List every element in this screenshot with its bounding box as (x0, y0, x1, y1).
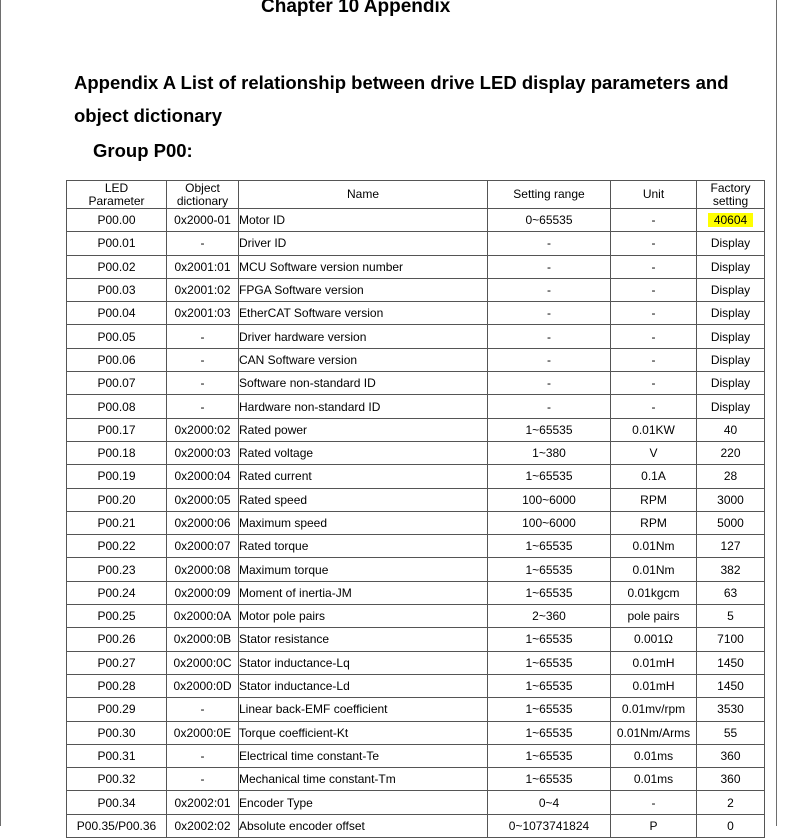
cell-unit: - (611, 372, 697, 395)
cell-factory-setting: 127 (697, 535, 765, 558)
cell-name: Absolute encoder offset (239, 814, 488, 837)
cell-factory-setting: Display (697, 232, 765, 255)
cell-unit: - (611, 232, 697, 255)
cell-setting-range: 0~65535 (488, 209, 611, 232)
cell-name: Linear back-EMF coefficient (239, 698, 488, 721)
table-row (67, 488, 765, 511)
cell-factory-setting: 63 (697, 581, 765, 604)
table-row (67, 395, 765, 418)
table-row (67, 232, 765, 255)
table-row (67, 325, 765, 348)
cell-setting-range: - (488, 395, 611, 418)
cell-factory-setting: 7100 (697, 628, 765, 651)
header-factory-setting: Factory setting (697, 181, 765, 209)
table-row (67, 628, 765, 651)
cell-unit: 0.01kgcm (611, 581, 697, 604)
cell-name: Hardware non-standard ID (239, 395, 488, 418)
cell-object-dictionary: - (167, 325, 239, 348)
table-row (67, 768, 765, 791)
cell-led-parameter: P00.07 (67, 372, 167, 395)
cell-factory-setting: 55 (697, 721, 765, 744)
cell-led-parameter: P00.06 (67, 348, 167, 371)
cell-unit: 0.1A (611, 465, 697, 488)
cell-factory-setting: 360 (697, 744, 765, 767)
cell-led-parameter: P00.32 (67, 768, 167, 791)
header-object-dictionary: Object dictionary (167, 181, 239, 209)
cell-factory-setting: Display (697, 302, 765, 325)
cell-name: Rated current (239, 465, 488, 488)
table-row (67, 535, 765, 558)
cell-object-dictionary: - (167, 395, 239, 418)
cell-led-parameter: P00.27 (67, 651, 167, 674)
cell-unit: - (611, 791, 697, 814)
cell-unit: 0.01ms (611, 744, 697, 767)
cell-unit: - (611, 255, 697, 278)
cell-name: Moment of inertia-JM (239, 581, 488, 604)
cell-led-parameter: P00.28 (67, 674, 167, 697)
cell-setting-range: 1~65535 (488, 581, 611, 604)
cell-setting-range: 0~1073741824 (488, 814, 611, 837)
cell-object-dictionary: 0x2000:06 (167, 511, 239, 534)
cell-led-parameter: P00.23 (67, 558, 167, 581)
cell-object-dictionary: 0x2000:04 (167, 465, 239, 488)
cell-name: Motor ID (239, 209, 488, 232)
cell-unit: 0.01mH (611, 674, 697, 697)
cell-object-dictionary: 0x2002:01 (167, 791, 239, 814)
cell-factory-setting: Display (697, 372, 765, 395)
cell-setting-range: 0~4 (488, 791, 611, 814)
cell-name: Maximum torque (239, 558, 488, 581)
cell-unit: - (611, 278, 697, 301)
table-row (67, 744, 765, 767)
cell-object-dictionary: - (167, 232, 239, 255)
cell-name: Rated power (239, 418, 488, 441)
cell-led-parameter: P00.31 (67, 744, 167, 767)
cell-unit: 0.01Nm (611, 535, 697, 558)
cell-setting-range: 1~65535 (488, 628, 611, 651)
cell-setting-range: 1~65535 (488, 651, 611, 674)
cell-unit: 0.01mH (611, 651, 697, 674)
table-row (67, 441, 765, 464)
cell-name: CAN Software version (239, 348, 488, 371)
cell-setting-range: 1~65535 (488, 465, 611, 488)
highlighted-value: 40604 (708, 213, 753, 227)
table-row (67, 511, 765, 534)
cell-factory-setting: 220 (697, 441, 765, 464)
cell-object-dictionary: 0x2001:03 (167, 302, 239, 325)
cell-led-parameter: P00.24 (67, 581, 167, 604)
cell-unit: - (611, 395, 697, 418)
cell-name: Software non-standard ID (239, 372, 488, 395)
cell-object-dictionary: 0x2000:0D (167, 674, 239, 697)
cell-factory-setting: Display (697, 395, 765, 418)
cell-object-dictionary: 0x2000:05 (167, 488, 239, 511)
table-row (67, 302, 765, 325)
cell-unit: - (611, 302, 697, 325)
cell-factory-setting: 3530 (697, 698, 765, 721)
cell-setting-range: 1~65535 (488, 698, 611, 721)
cell-unit: RPM (611, 488, 697, 511)
cell-name: FPGA Software version (239, 278, 488, 301)
cell-unit: V (611, 441, 697, 464)
header-setting-range: Setting range (488, 181, 611, 209)
cell-setting-range: 1~65535 (488, 768, 611, 791)
group-title: Group P00: (93, 140, 193, 161)
cell-unit: 0.01KW (611, 418, 697, 441)
cell-led-parameter: P00.00 (67, 209, 167, 232)
table-row (67, 209, 765, 232)
cell-name: EtherCAT Software version (239, 302, 488, 325)
parameter-table (66, 180, 765, 838)
cell-factory-setting: 5000 (697, 511, 765, 534)
cell-object-dictionary: - (167, 372, 239, 395)
cell-object-dictionary: - (167, 768, 239, 791)
cell-factory-setting: 1450 (697, 651, 765, 674)
appendix-title: Appendix A List of relationship between drive LED display parameters and object dictionary (74, 72, 729, 126)
cell-object-dictionary: 0x2000:0C (167, 651, 239, 674)
cell-setting-range: 100~6000 (488, 511, 611, 534)
cell-led-parameter: P00.17 (67, 418, 167, 441)
cell-led-parameter: P00.20 (67, 488, 167, 511)
cell-setting-range: 1~65535 (488, 744, 611, 767)
cell-object-dictionary: 0x2000:09 (167, 581, 239, 604)
cell-factory-setting: 40 (697, 418, 765, 441)
header-unit: Unit (611, 181, 697, 209)
cell-unit: P (611, 814, 697, 837)
table-row (67, 674, 765, 697)
cell-factory-setting: 28 (697, 465, 765, 488)
table-row (67, 581, 765, 604)
table-row (67, 418, 765, 441)
table-row (67, 791, 765, 814)
cell-factory-setting (697, 209, 765, 232)
cell-factory-setting: Display (697, 325, 765, 348)
cell-name: Stator inductance-Lq (239, 651, 488, 674)
cell-led-parameter: P00.05 (67, 325, 167, 348)
cell-object-dictionary: 0x2000:08 (167, 558, 239, 581)
chapter-title: Chapter 10 Appendix (261, 0, 451, 17)
cell-setting-range: 1~65535 (488, 674, 611, 697)
table-row (67, 558, 765, 581)
cell-name: Rated voltage (239, 441, 488, 464)
cell-name: Driver hardware version (239, 325, 488, 348)
cell-led-parameter: P00.03 (67, 278, 167, 301)
cell-setting-range: - (488, 232, 611, 255)
cell-object-dictionary: 0x2002:02 (167, 814, 239, 837)
cell-name: Stator inductance-Ld (239, 674, 488, 697)
table-body (67, 209, 765, 838)
cell-unit: - (611, 348, 697, 371)
cell-setting-range: 1~65535 (488, 418, 611, 441)
cell-setting-range: 2~360 (488, 605, 611, 628)
cell-unit: - (611, 325, 697, 348)
cell-name: Motor pole pairs (239, 605, 488, 628)
cell-object-dictionary: 0x2000:0B (167, 628, 239, 651)
cell-setting-range: - (488, 325, 611, 348)
cell-factory-setting: 5 (697, 605, 765, 628)
cell-unit: pole pairs (611, 605, 697, 628)
cell-factory-setting: 0 (697, 814, 765, 837)
cell-led-parameter: P00.34 (67, 791, 167, 814)
cell-factory-setting: 3000 (697, 488, 765, 511)
cell-unit: RPM (611, 511, 697, 534)
table-row (67, 348, 765, 371)
table-row (67, 465, 765, 488)
cell-led-parameter: P00.26 (67, 628, 167, 651)
cell-object-dictionary: 0x2000:07 (167, 535, 239, 558)
cell-unit: 0.001Ω (611, 628, 697, 651)
cell-factory-setting: Display (697, 278, 765, 301)
cell-led-parameter: P00.18 (67, 441, 167, 464)
cell-object-dictionary: - (167, 348, 239, 371)
cell-factory-setting: 1450 (697, 674, 765, 697)
cell-name: Maximum speed (239, 511, 488, 534)
cell-setting-range: 1~380 (488, 441, 611, 464)
cell-unit: 0.01Nm (611, 558, 697, 581)
header-name: Name (239, 181, 488, 209)
cell-led-parameter: P00.29 (67, 698, 167, 721)
cell-object-dictionary: 0x2000:0A (167, 605, 239, 628)
cell-name: Electrical time constant-Te (239, 744, 488, 767)
cell-name: Rated speed (239, 488, 488, 511)
cell-led-parameter: P00.30 (67, 721, 167, 744)
cell-factory-setting: 2 (697, 791, 765, 814)
cell-led-parameter: P00.01 (67, 232, 167, 255)
cell-name: Rated torque (239, 535, 488, 558)
cell-unit: 0.01mv/rpm (611, 698, 697, 721)
cell-factory-setting: Display (697, 255, 765, 278)
cell-setting-range: 100~6000 (488, 488, 611, 511)
cell-led-parameter: P00.25 (67, 605, 167, 628)
cell-name: Torque coefficient-Kt (239, 721, 488, 744)
cell-object-dictionary: 0x2000:0E (167, 721, 239, 744)
cell-factory-setting: 360 (697, 768, 765, 791)
cell-unit: - (611, 209, 697, 232)
cell-led-parameter: P00.19 (67, 465, 167, 488)
cell-led-parameter: P00.21 (67, 511, 167, 534)
cell-object-dictionary: 0x2000-01 (167, 209, 239, 232)
cell-unit: 0.01Nm/Arms (611, 721, 697, 744)
table-row (67, 372, 765, 395)
cell-setting-range: - (488, 302, 611, 325)
cell-name: Stator resistance (239, 628, 488, 651)
cell-object-dictionary: 0x2000:02 (167, 418, 239, 441)
table-row (67, 605, 765, 628)
table-row (67, 651, 765, 674)
cell-setting-range: - (488, 372, 611, 395)
cell-setting-range: 1~65535 (488, 721, 611, 744)
cell-led-parameter: P00.35/P00.36 (67, 814, 167, 837)
cell-object-dictionary: - (167, 698, 239, 721)
cell-name: MCU Software version number (239, 255, 488, 278)
cell-object-dictionary: 0x2001:01 (167, 255, 239, 278)
cell-led-parameter: P00.08 (67, 395, 167, 418)
cell-unit: 0.01ms (611, 768, 697, 791)
cell-led-parameter: P00.04 (67, 302, 167, 325)
table-row (67, 255, 765, 278)
header-led-parameter: LED Parameter (67, 181, 167, 209)
cell-setting-range: 1~65535 (488, 558, 611, 581)
cell-led-parameter: P00.22 (67, 535, 167, 558)
table-row (67, 698, 765, 721)
cell-setting-range: - (488, 255, 611, 278)
table-header-row (67, 181, 765, 209)
cell-setting-range: - (488, 278, 611, 301)
cell-name: Encoder Type (239, 791, 488, 814)
cell-setting-range: 1~65535 (488, 535, 611, 558)
cell-name: Mechanical time constant-Tm (239, 768, 488, 791)
cell-object-dictionary: - (167, 744, 239, 767)
cell-object-dictionary: 0x2001:02 (167, 278, 239, 301)
table-row (67, 721, 765, 744)
cell-object-dictionary: 0x2000:03 (167, 441, 239, 464)
cell-led-parameter: P00.02 (67, 255, 167, 278)
cell-factory-setting: Display (697, 348, 765, 371)
table-row (67, 278, 765, 301)
cell-setting-range: - (488, 348, 611, 371)
cell-factory-setting: 382 (697, 558, 765, 581)
cell-name: Driver ID (239, 232, 488, 255)
